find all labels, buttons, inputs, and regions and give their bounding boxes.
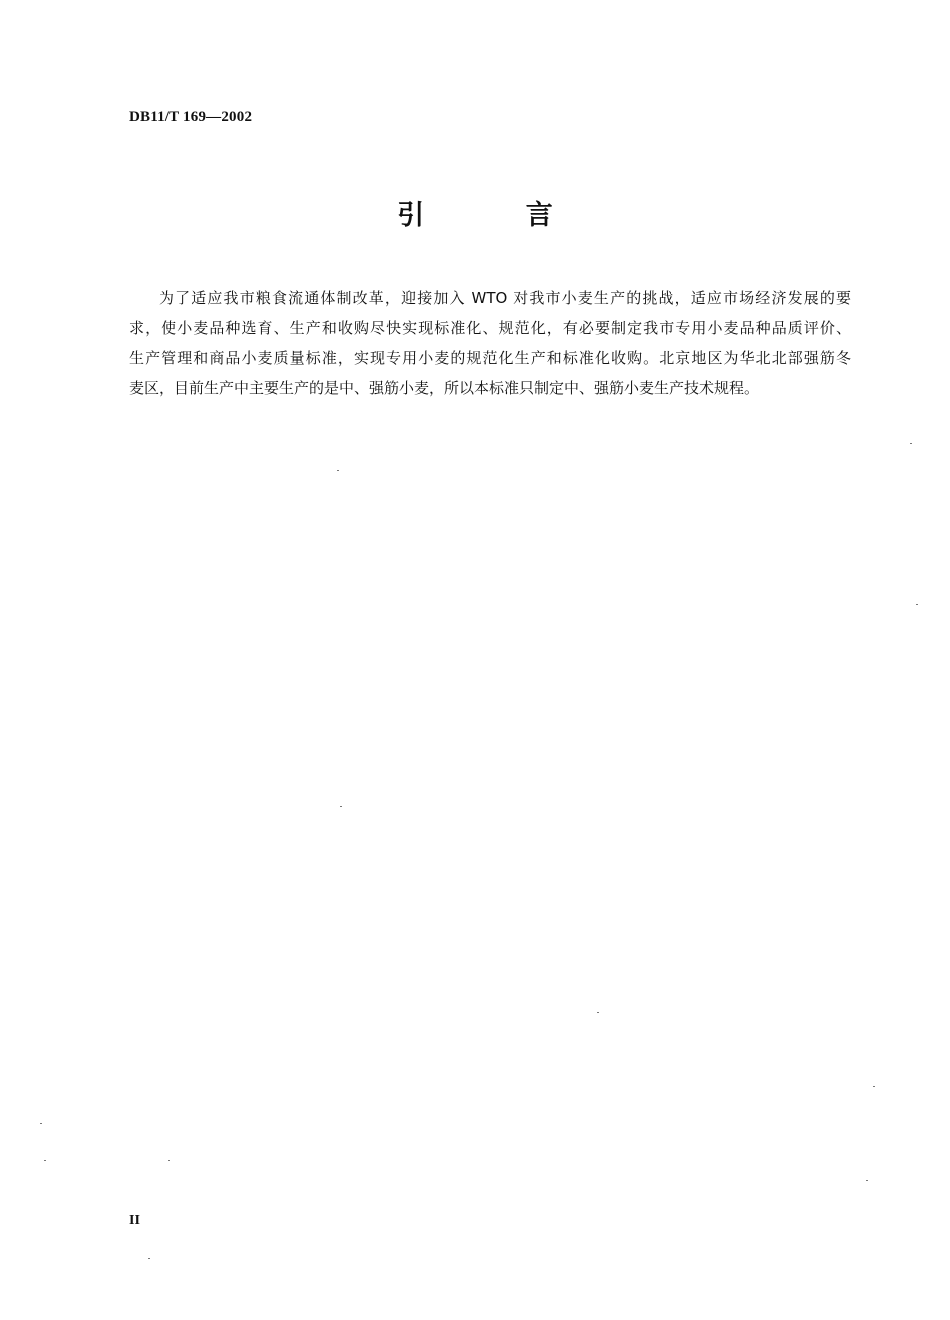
paragraph-line: 生产管理和商品小麦质量标准，实现专用小麦的规范化生产和标准化收购。北京地区为华北北部强筋冬 xyxy=(129,349,851,367)
page-title: 引 言 xyxy=(397,200,599,231)
scan-speck xyxy=(916,604,918,605)
paragraph-line: 麦区，目前生产中主要生产的是中、强筋小麦，所以本标准只制定中、强筋小麦生产技术规程。 xyxy=(129,379,760,397)
document-code: DB11/T 169—2002 xyxy=(129,109,253,125)
scan-speck xyxy=(340,806,342,807)
scan-speck xyxy=(168,1160,170,1161)
scan-speck xyxy=(866,1180,868,1181)
scan-speck xyxy=(148,1258,150,1259)
scan-speck xyxy=(910,443,912,444)
paragraph-line: 求，使小麦品种选育、生产和收购尽快实现标准化、规范化，有必要制定我市专用小麦品种品质评价、 xyxy=(129,319,851,337)
scan-speck xyxy=(337,470,339,471)
scan-speck xyxy=(44,1160,46,1161)
introduction-paragraph xyxy=(129,283,851,403)
scan-speck xyxy=(873,1086,875,1087)
scan-speck xyxy=(40,1123,42,1124)
scan-speck xyxy=(597,1012,599,1013)
page-number: II xyxy=(129,1213,140,1228)
paragraph-line: 为了适应我市粮食流通体制改革，迎接加入 WTO 对我市小麦生产的挑战，适应市场经济发展的要 xyxy=(159,289,851,307)
